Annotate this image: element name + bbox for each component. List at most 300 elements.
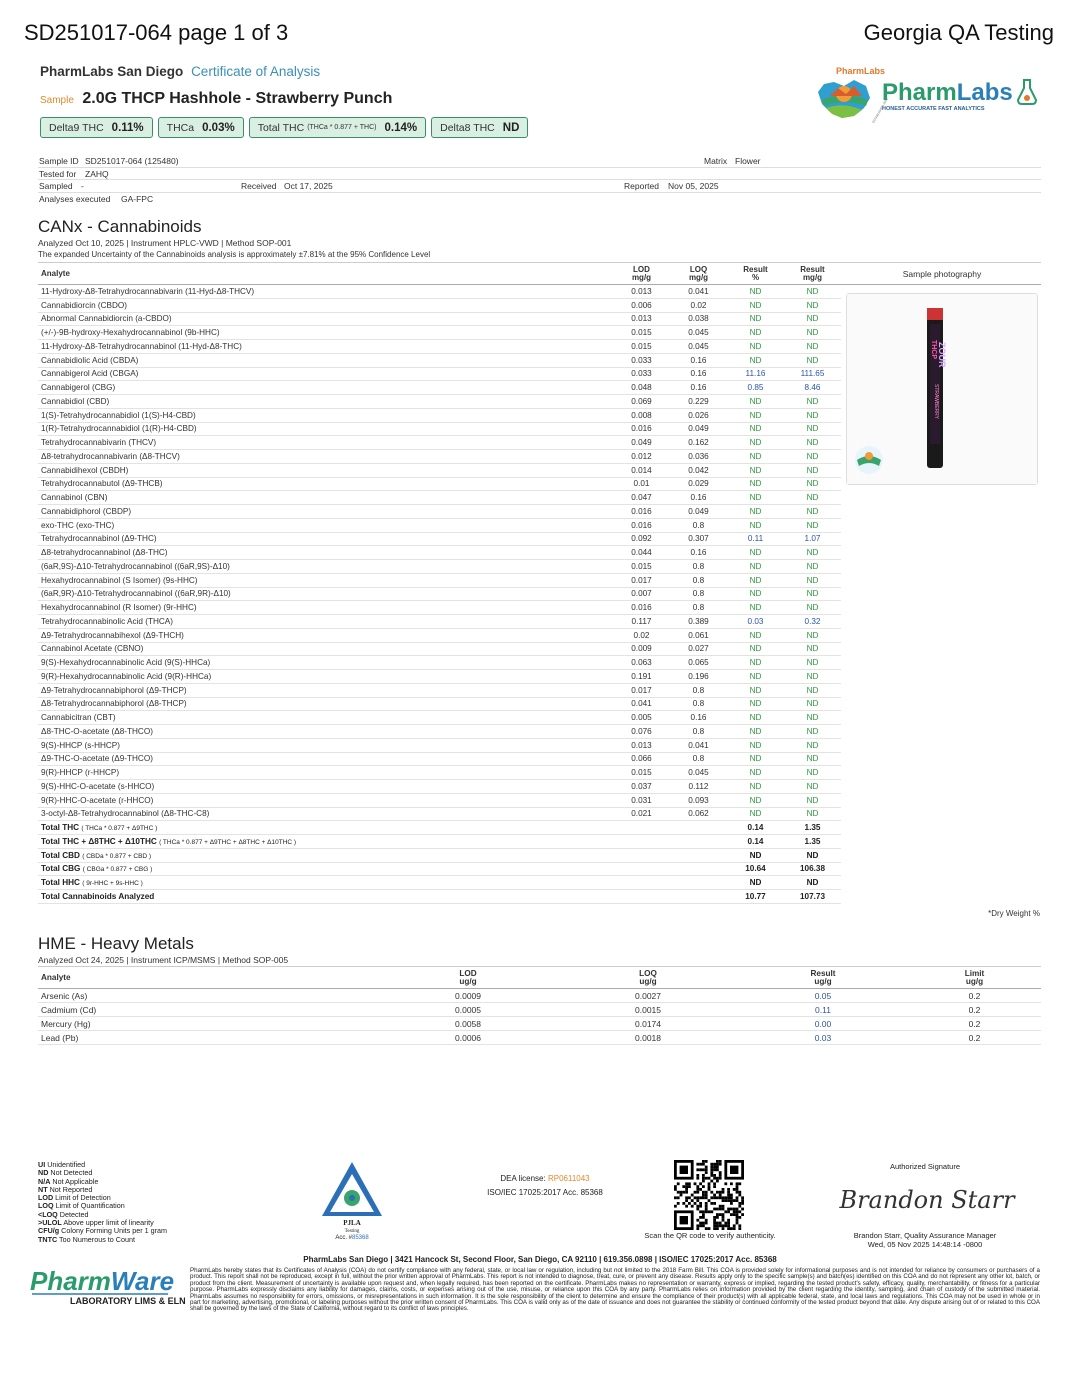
- lab-name: PharmLabs San Diego: [40, 64, 184, 79]
- loq-value: 0.0018: [558, 1031, 738, 1045]
- table-row: [38, 477, 841, 491]
- empty-cell: [670, 876, 727, 890]
- analyte-name: Δ8-tetrahydrocannabinol (Δ8-THC): [38, 546, 613, 560]
- total-label: [38, 821, 613, 835]
- watermark-seal-icon: [855, 446, 883, 474]
- empty-cell: [670, 862, 727, 876]
- pharmlabs-logo: [814, 64, 1042, 124]
- analyte-name: Mercury (Hg): [38, 1017, 378, 1031]
- loq-value: 0.16: [670, 546, 727, 560]
- empty-cell: [613, 821, 670, 835]
- matrix: Flower: [735, 156, 761, 166]
- result-pct: 0.85: [727, 381, 784, 395]
- sample-photo: [846, 293, 1038, 485]
- table-row: [38, 752, 841, 766]
- badge-value: ND: [502, 121, 520, 134]
- badge-label: Delta8 THC: [440, 121, 495, 134]
- pharmware-sub: LABORATORY LIMS & ELN: [70, 1296, 186, 1306]
- legend-desc: Limit of Quantification: [55, 1201, 125, 1211]
- limit-value: 0.2: [908, 1017, 1041, 1031]
- result-mg: ND: [784, 312, 841, 326]
- legend-desc: Limit of Detection: [55, 1193, 111, 1203]
- analyte-name: Cannabidiorcin (CBDO): [38, 298, 613, 312]
- lod-value: 0.02: [613, 628, 670, 642]
- total-formula: ( CBDa * 0.877 + CBD ): [82, 852, 152, 860]
- lod-value: 0.007: [613, 587, 670, 601]
- analyte-name: Δ9-Tetrahydrocannabihexol (Δ9-THCH): [38, 628, 613, 642]
- result-pct: ND: [727, 642, 784, 656]
- result-mg: ND: [784, 436, 841, 450]
- col-lod: LOD ug/g: [378, 967, 558, 989]
- table-row: [38, 505, 841, 519]
- lod-value: 0.041: [613, 697, 670, 711]
- total-pct: 0.14: [727, 821, 784, 835]
- lod-value: 0.0005: [378, 1003, 558, 1017]
- loq-value: 0.0174: [558, 1017, 738, 1031]
- legend-desc: Too Numerous to Count: [59, 1234, 135, 1244]
- total-formula: ( CBGa * 0.877 + CBG ): [82, 866, 153, 874]
- signatory-name: Brandon Starr, Quality Assurance Manager: [853, 1231, 997, 1240]
- signatory: [830, 1231, 1020, 1249]
- badge-delta8: [431, 117, 528, 138]
- photo-header: Sample photography: [902, 269, 982, 279]
- result-mg: ND: [784, 298, 841, 312]
- col-loq: LOQ mg/g: [670, 263, 727, 285]
- total-pct: 0.14: [727, 835, 784, 849]
- result-mg: ND: [784, 752, 841, 766]
- total-label: [38, 848, 613, 862]
- lod-value: 0.005: [613, 711, 670, 725]
- loq-value: 0.041: [670, 738, 727, 752]
- result-pct: ND: [727, 436, 784, 450]
- analyte-name: Cadmium (Cd): [38, 1003, 378, 1017]
- result-pct: ND: [727, 422, 784, 436]
- loq-value: 0.16: [670, 367, 727, 381]
- loq-value: 0.8: [670, 587, 727, 601]
- logo-tagline: HONEST ACCURATE FAST ANALYTICS: [882, 106, 985, 112]
- total-row: [38, 821, 841, 835]
- table-row: [38, 656, 841, 670]
- legend-abbr: TNTC: [38, 1234, 58, 1244]
- total-pct: ND: [727, 876, 784, 890]
- loq-value: 0.8: [670, 752, 727, 766]
- loq-value: 0.045: [670, 766, 727, 780]
- table-row: [38, 615, 841, 629]
- lod-value: 0.015: [613, 340, 670, 354]
- lod-value: 0.049: [613, 436, 670, 450]
- legend-desc: Not Reported: [49, 1184, 93, 1194]
- legend-desc: Not Applicable: [52, 1176, 99, 1186]
- iso-accreditation: ISO/IEC 17025:2017 Acc. 85368: [487, 1188, 603, 1197]
- loq-value: 0.036: [670, 450, 727, 464]
- analyte-name: Δ8-THC-O-acetate (Δ8-THCO): [38, 725, 613, 739]
- result-mg: ND: [784, 793, 841, 807]
- col-result-pct: Result %: [727, 263, 784, 285]
- loq-value: 0.8: [670, 573, 727, 587]
- lod-value: 0.048: [613, 381, 670, 395]
- loq-value: 0.049: [670, 422, 727, 436]
- analyte-name: 9(S)-Hexahydrocannabinolic Acid (9(S)-HHCa): [38, 656, 613, 670]
- col-lod: LOD mg/g: [613, 263, 670, 285]
- badge-value: 0.03%: [202, 121, 235, 134]
- abbreviation-legend: [38, 1161, 167, 1244]
- label: Reported: [624, 181, 659, 191]
- result-pct: 0.03: [727, 615, 784, 629]
- seal-icon: [818, 66, 889, 124]
- table-row: [38, 353, 841, 367]
- total-mg: ND: [784, 848, 841, 862]
- signature-date: Wed, 05 Nov 2025 14:48:14 -0800: [867, 1240, 983, 1249]
- verification-qr-code[interactable]: [674, 1160, 744, 1230]
- lod-value: 0.037: [613, 780, 670, 794]
- analyte-name: Tetrahydrocannabinol (Δ9-THC): [38, 532, 613, 546]
- lod-value: 0.013: [613, 738, 670, 752]
- lod-value: 0.092: [613, 532, 670, 546]
- analyte-name: 9(S)-HHC-O-acetate (s-HHCO): [38, 780, 613, 794]
- lod-value: 0.008: [613, 408, 670, 422]
- col-loq: LOQ ug/g: [558, 967, 738, 989]
- table-header: [38, 263, 841, 285]
- result-value: 0.05: [738, 989, 908, 1003]
- result-mg: ND: [784, 450, 841, 464]
- result-mg: ND: [784, 491, 841, 505]
- analyte-name: 9(R)-HHCP (r-HHCP): [38, 766, 613, 780]
- photo-label-flavor: STRAWBERRY: [933, 384, 939, 420]
- loq-value: 0.112: [670, 780, 727, 794]
- lod-value: 0.006: [613, 298, 670, 312]
- result-mg: ND: [784, 395, 841, 409]
- photo-label-zour: ZOUR: [937, 342, 947, 368]
- loq-value: 0.049: [670, 505, 727, 519]
- result-mg: ND: [784, 285, 841, 299]
- table-row: [38, 697, 841, 711]
- pharmware-wordmark: PharmWare: [30, 1266, 175, 1296]
- result-pct: ND: [727, 477, 784, 491]
- analyte-name: Δ8-tetrahydrocannabivarin (Δ8-THCV): [38, 450, 613, 464]
- flask-icon: [1018, 80, 1036, 104]
- badge-value: 0.14%: [384, 121, 418, 134]
- analyses: GA-FPC: [121, 193, 154, 204]
- result-mg: ND: [784, 463, 841, 477]
- table-row: [38, 601, 841, 615]
- table-row: [38, 738, 841, 752]
- result-mg: ND: [784, 546, 841, 560]
- lod-value: 0.117: [613, 615, 670, 629]
- analyte-name: Δ9-Tetrahydrocannabiphorol (Δ9-THCP): [38, 683, 613, 697]
- result-mg: ND: [784, 628, 841, 642]
- legend-desc: Above upper limit of linearity: [63, 1218, 154, 1228]
- result-pct: ND: [727, 505, 784, 519]
- cannabinoids-table: [38, 262, 841, 904]
- report-id-page: SD251017-064 page 1 of 3: [24, 20, 289, 45]
- result-pct: ND: [727, 587, 784, 601]
- result-pct: 0.11: [727, 532, 784, 546]
- analyte-name: Tetrahydrocannabutol (Δ9-THCB): [38, 477, 613, 491]
- result-value: 0.00: [738, 1017, 908, 1031]
- result-value: 0.03: [738, 1031, 908, 1045]
- table-row: [38, 285, 841, 299]
- analyte-name: 9(R)-Hexahydrocannabinolic Acid (9(R)-HHCa): [38, 670, 613, 684]
- total-name: Total HHC: [41, 878, 80, 888]
- empty-cell: [613, 876, 670, 890]
- table-row: [38, 670, 841, 684]
- seal-sub: ESTABLISHED 2015: [871, 97, 889, 124]
- result-pct: ND: [727, 285, 784, 299]
- table-row: [38, 546, 841, 560]
- legend-desc: Detected: [59, 1209, 89, 1219]
- table-row: [38, 436, 841, 450]
- result-pct: ND: [727, 601, 784, 615]
- badge-delta9: [40, 117, 153, 138]
- analyte-name: (+/-)-9B-hydroxy-Hexahydrocannabinol (9b-HHC): [38, 326, 613, 340]
- lod-value: 0.015: [613, 766, 670, 780]
- result-mg: ND: [784, 587, 841, 601]
- loq-value: 0.16: [670, 353, 727, 367]
- photo-label-thcp: THCP: [930, 340, 937, 360]
- col-analyte: Analyte: [38, 967, 378, 989]
- total-row: [38, 848, 841, 862]
- sample-line: [40, 90, 392, 108]
- loq-value: 0.093: [670, 793, 727, 807]
- analyte-name: Cannabinol Acetate (CBNO): [38, 642, 613, 656]
- result-mg: ND: [784, 766, 841, 780]
- result-mg: ND: [784, 697, 841, 711]
- empty-cell: [613, 862, 670, 876]
- badge-label: Delta9 THC: [49, 121, 104, 134]
- lod-value: 0.009: [613, 642, 670, 656]
- result-mg: 0.32: [784, 615, 841, 629]
- table-row: [38, 463, 841, 477]
- sample-tag: Sample: [40, 95, 74, 106]
- result-mg: ND: [784, 670, 841, 684]
- table-row: [38, 793, 841, 807]
- lod-value: 0.031: [613, 793, 670, 807]
- result-pct: ND: [727, 628, 784, 642]
- loq-value: 0.0015: [558, 1003, 738, 1017]
- result-mg: ND: [784, 573, 841, 587]
- result-mg: 8.46: [784, 381, 841, 395]
- lod-value: 0.021: [613, 807, 670, 821]
- legend-abbr: NT: [38, 1184, 48, 1194]
- badge-value: 0.11%: [111, 121, 144, 134]
- analyte-name: Cannabidihexol (CBDH): [38, 463, 613, 477]
- pjla-sub: Testing: [344, 1229, 360, 1234]
- tested-for: ZAHQ: [85, 168, 109, 179]
- meta-row: [38, 180, 1041, 193]
- col-analyte: Analyte: [38, 263, 613, 285]
- col-limit: Limit ug/g: [908, 967, 1041, 989]
- result-pct: ND: [727, 326, 784, 340]
- analyte-name: Hexahydrocannabinol (R Isomer) (9r-HHC): [38, 601, 613, 615]
- legend-item: [38, 1236, 167, 1244]
- qr-caption: Scan the QR code to verify authenticity.: [644, 1231, 776, 1240]
- result-pct: ND: [727, 450, 784, 464]
- label: Matrix: [704, 156, 728, 166]
- result-mg: ND: [784, 505, 841, 519]
- table-header: [38, 967, 1041, 989]
- result-pct: ND: [727, 298, 784, 312]
- lab-address: PharmLabs San Diego | 3421 Hancock St, Second Floor, San Diego, CA 92110 | 619.356.0898 | ISO/IEC 17025:2017 Acc. 85368: [303, 1255, 777, 1264]
- legend-abbr: >ULOL: [38, 1218, 62, 1228]
- cannabinoids-title: CANx - Cannabinoids: [38, 217, 202, 236]
- lod-value: 0.0058: [378, 1017, 558, 1031]
- analyte-name: Cannabinol (CBN): [38, 491, 613, 505]
- analyte-name: Cannabidiolic Acid (CBDA): [38, 353, 613, 367]
- lod-value: 0.033: [613, 353, 670, 367]
- total-label: [38, 876, 613, 890]
- result-mg: ND: [784, 725, 841, 739]
- limit-value: 0.2: [908, 1003, 1041, 1017]
- legend-desc: Colony Forming Units per 1 gram: [61, 1226, 168, 1236]
- legend-abbr: UI: [38, 1160, 46, 1169]
- loq-value: 0.065: [670, 656, 727, 670]
- table-row: [38, 628, 841, 642]
- result-mg: 1.07: [784, 532, 841, 546]
- total-row: [38, 890, 841, 904]
- result-pct: ND: [727, 752, 784, 766]
- total-name: Total THC: [41, 823, 80, 833]
- result-pct: ND: [727, 711, 784, 725]
- result-mg: ND: [784, 807, 841, 821]
- analyte-name: Cannabidiphorol (CBDP): [38, 505, 613, 519]
- result-pct: ND: [727, 340, 784, 354]
- result-pct: ND: [727, 491, 784, 505]
- loq-value: 0.162: [670, 436, 727, 450]
- table-row: [38, 1003, 1041, 1017]
- table-row: [38, 422, 841, 436]
- total-mg: 106.38: [784, 862, 841, 876]
- lab-line: [40, 64, 320, 79]
- empty-cell: [670, 848, 727, 862]
- analyte-name: 9(R)-HHC-O-acetate (r-HHCO): [38, 793, 613, 807]
- lod-value: 0.016: [613, 505, 670, 519]
- label: Sample ID: [39, 156, 79, 166]
- dry-weight-note: *Dry Weight %: [988, 909, 1040, 918]
- loq-value: 0.16: [670, 711, 727, 725]
- cannabinoids-analyzed: Analyzed Oct 10, 2025 | Instrument HPLC-VWD | Method SOP-001: [38, 238, 292, 248]
- loq-value: 0.8: [670, 683, 727, 697]
- table-row: [38, 395, 841, 409]
- total-name: Total THC + Δ8THC + Δ10THC: [41, 836, 157, 846]
- result-pct: ND: [727, 560, 784, 574]
- badge-label: THCa: [166, 121, 195, 134]
- limit-value: 0.2: [908, 1031, 1041, 1045]
- result-pct: ND: [727, 738, 784, 752]
- lod-value: 0.01: [613, 477, 670, 491]
- total-mg: 107.73: [784, 890, 841, 904]
- total-mg: 1.35: [784, 821, 841, 835]
- summary-badges: [40, 117, 528, 138]
- result-mg: ND: [784, 601, 841, 615]
- result-mg: ND: [784, 422, 841, 436]
- loq-value: 0.8: [670, 697, 727, 711]
- table-row: [38, 1017, 1041, 1031]
- cannabinoids-uncertainty: The expanded Uncertainty of the Cannabinoids analysis is approximately ±7.81% at the 95% Confidence Level: [38, 250, 431, 259]
- analyte-name: 11-Hydroxy-Δ8-Tetrahydrocannabinol (11-Hyd-Δ8-THC): [38, 340, 613, 354]
- sample-meta: [38, 155, 1041, 204]
- analyte-name: Δ8-Tetrahydrocannabiphorol (Δ8-THCP): [38, 697, 613, 711]
- analyte-name: Arsenic (As): [38, 989, 378, 1003]
- table-row: [38, 989, 1041, 1003]
- seal-text: PharmLabs: [836, 66, 886, 76]
- table-row: [38, 587, 841, 601]
- analyte-name: 11-Hydroxy-Δ8-Tetrahydrocannabivarin (11-Hyd-Δ8-THCV): [38, 285, 613, 299]
- total-name: Total CBD: [41, 850, 80, 860]
- analyte-name: Δ9-THC-O-acetate (Δ9-THCO): [38, 752, 613, 766]
- table-row: [38, 532, 841, 546]
- legend-abbr: CFU/g: [38, 1226, 60, 1236]
- empty-cell: [670, 835, 727, 849]
- lod-value: 0.015: [613, 326, 670, 340]
- client-name: Georgia QA Testing: [863, 20, 1054, 45]
- sample-id: SD251017-064 (125480): [85, 156, 179, 166]
- result-mg: ND: [784, 642, 841, 656]
- total-label: [38, 890, 613, 904]
- result-pct: ND: [727, 656, 784, 670]
- analyte-name: (6aR,9R)-Δ10-Tetrahydrocannabinol ((6aR,9R)-Δ10): [38, 587, 613, 601]
- result-mg: ND: [784, 738, 841, 752]
- lod-value: 0.016: [613, 601, 670, 615]
- sampled: -: [81, 181, 84, 191]
- analyte-name: Tetrahydrocannabivarin (THCV): [38, 436, 613, 450]
- loq-value: 0.16: [670, 491, 727, 505]
- total-pct: ND: [727, 848, 784, 862]
- table-row: [38, 780, 841, 794]
- lod-value: 0.191: [613, 670, 670, 684]
- pjla-accreditation-logo: [320, 1160, 384, 1240]
- analyte-name: 1(R)-Tetrahydrocannabidiol (1(R)-H4-CBD): [38, 422, 613, 436]
- label: Analyses executed: [39, 193, 111, 204]
- legend-desc: Unidentified: [47, 1160, 86, 1169]
- loq-value: 0.038: [670, 312, 727, 326]
- loq-value: 0.042: [670, 463, 727, 477]
- result-mg: ND: [784, 326, 841, 340]
- result-pct: 11.16: [727, 367, 784, 381]
- pjla-name: PJLA: [343, 1219, 361, 1227]
- meta-row: [38, 155, 1041, 168]
- result-pct: ND: [727, 395, 784, 409]
- table-row: [38, 408, 841, 422]
- lod-value: 0.012: [613, 450, 670, 464]
- table-row: [38, 367, 841, 381]
- result-mg: ND: [784, 683, 841, 697]
- col-result-mg: Result mg/g: [784, 263, 841, 285]
- total-pct: 10.64: [727, 862, 784, 876]
- legend-abbr: ND: [38, 1168, 49, 1178]
- lod-value: 0.015: [613, 560, 670, 574]
- result-pct: ND: [727, 518, 784, 532]
- table-row: [38, 1031, 1041, 1045]
- lod-value: 0.017: [613, 573, 670, 587]
- analyte-name: 9(S)-HHCP (s-HHCP): [38, 738, 613, 752]
- loq-value: 0.02: [670, 298, 727, 312]
- total-label: [38, 862, 613, 876]
- table-row: [38, 518, 841, 532]
- pjla-acc: Acc. #85368: [335, 1235, 369, 1241]
- lod-value: 0.047: [613, 491, 670, 505]
- lod-value: 0.069: [613, 395, 670, 409]
- result-mg: ND: [784, 780, 841, 794]
- legend-abbr: LOQ: [38, 1201, 54, 1211]
- lod-value: 0.016: [613, 518, 670, 532]
- loq-value: 0.8: [670, 518, 727, 532]
- signature-header: Authorized Signature: [889, 1162, 961, 1171]
- loq-value: 0.045: [670, 326, 727, 340]
- lod-value: 0.0009: [378, 989, 558, 1003]
- table-row: [38, 683, 841, 697]
- result-mg: ND: [784, 560, 841, 574]
- result-pct: ND: [727, 766, 784, 780]
